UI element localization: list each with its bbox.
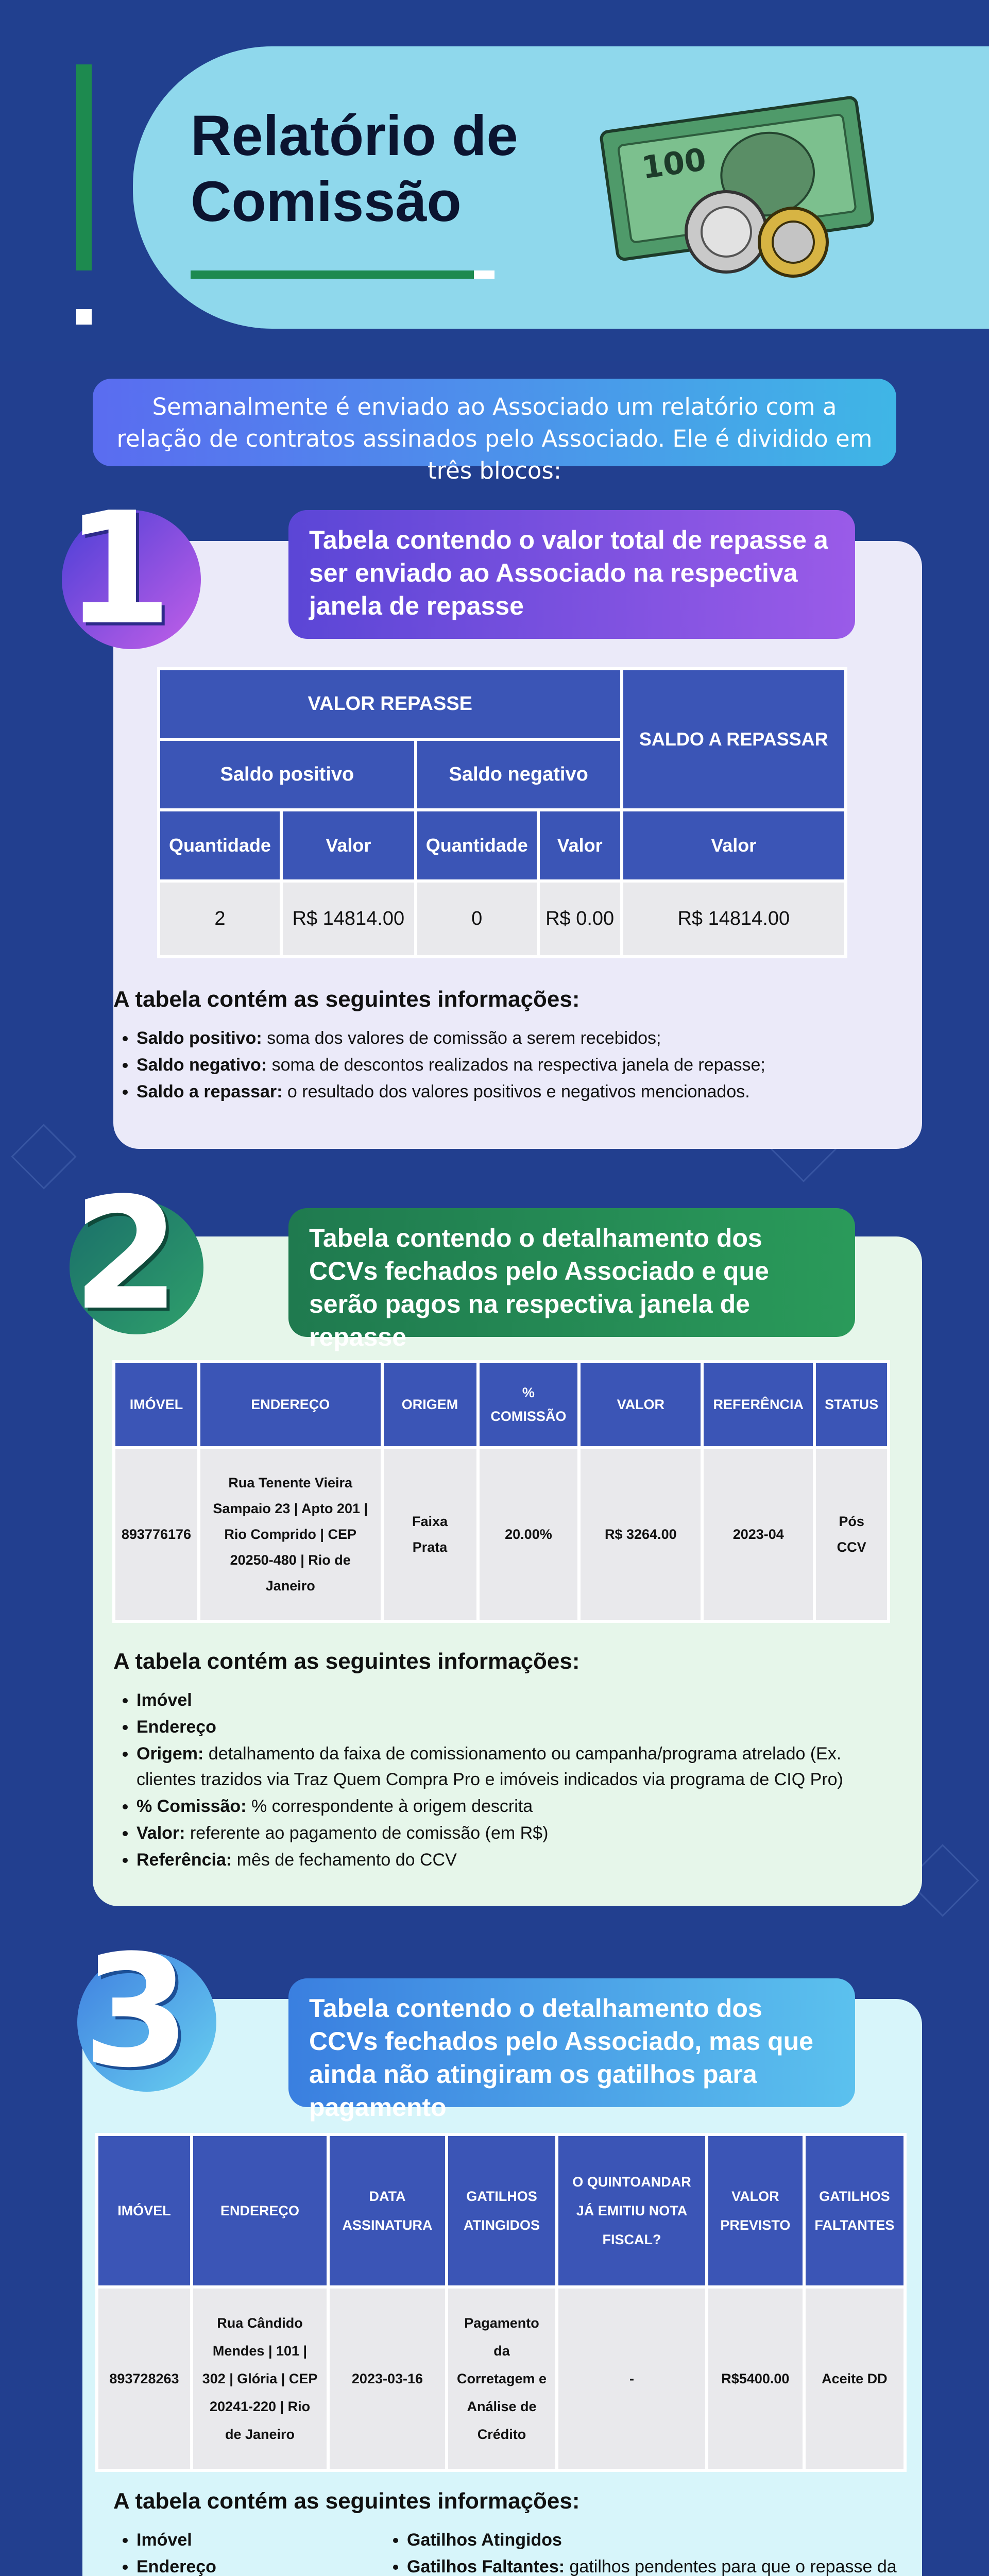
section-2-info-list	[116, 1687, 904, 1874]
table-header: ENDEREÇO	[200, 1363, 381, 1446]
table-cell: -	[558, 2289, 705, 2469]
list-item	[137, 1847, 904, 1873]
table-header: GATILHOS FALTANTES	[806, 2136, 903, 2285]
section-2-info-title: A tabela contém as seguintes informações:	[113, 1649, 580, 1674]
info-label: Gatilhos Faltantes:	[407, 2557, 565, 2576]
header-accent-bar	[76, 64, 92, 270]
table-header: IMÓVEL	[115, 1363, 197, 1446]
section-3-info-list-left	[116, 2527, 363, 2576]
section-3-heading: Tabela contendo o detalhamento dos CCVs fechados pelo Associado, mas que ainda não atingiram os gatilhos para pagamento	[288, 1978, 855, 2107]
table-header: ORIGEM	[384, 1363, 476, 1446]
banknote-value: 100	[639, 141, 709, 187]
info-label: Endereço	[137, 1717, 216, 1737]
info-label: % Comissão:	[137, 1797, 247, 1816]
table-header: ENDEREÇO	[193, 2136, 327, 2285]
info-label: Imóvel	[137, 1690, 192, 1710]
info-label: Endereço	[137, 2557, 216, 2576]
table-header: Valor	[540, 811, 620, 879]
table-header: REFERÊNCIA	[704, 1363, 813, 1446]
info-label: Gatilhos Atingidos	[407, 2530, 562, 2550]
section-2-heading: Tabela contendo o detalhamento dos CCVs fechados pelo Associado e que serão pagos na respectiva janela de repasse	[288, 1208, 855, 1337]
table-header: Valor	[623, 811, 844, 879]
table-header: Saldo negativo	[417, 741, 620, 808]
table-cell: 2	[160, 883, 280, 955]
table-header: Quantidade	[160, 811, 280, 879]
header-accent-dot	[76, 309, 92, 325]
table-header: % COMISSÃO	[480, 1363, 578, 1446]
list-item	[137, 1714, 904, 1740]
list-item	[137, 1687, 904, 1713]
money-illustration	[598, 93, 886, 278]
table-header: Saldo positivo	[160, 741, 414, 808]
info-text: detalhamento da faixa de comissionamento ou campanha/programa atrelado (Ex. clientes trazidos via Traz Quem Compra Pro e imóveis indicados via programa de CIQ Pro)	[137, 1744, 843, 1789]
info-text: soma dos valores de comissão a serem recebidos;	[262, 1028, 661, 1048]
info-label: Valor:	[137, 1823, 185, 1843]
table-cell: 2023-03-16	[330, 2289, 445, 2469]
info-label: Saldo positivo:	[137, 1028, 262, 1048]
info-label: Referência:	[137, 1850, 232, 1870]
title-underline-end	[474, 270, 494, 279]
section-1-info-list	[116, 1025, 899, 1106]
list-item	[407, 2527, 901, 2553]
info-text: gatilhos pendentes para que o repasse da	[569, 2557, 897, 2576]
info-label: Origem:	[137, 1744, 204, 1764]
section-3-info-title: A tabela contém as seguintes informações:	[113, 2488, 580, 2514]
list-item	[137, 2527, 363, 2553]
section-3-number: 3	[82, 1922, 191, 2102]
section-1-heading: Tabela contendo o valor total de repasse a ser enviado ao Associado na respectiva janela de repasse	[288, 510, 855, 639]
table-header: GATILHOS ATINGIDOS	[448, 2136, 555, 2285]
table-cell: Aceite DD	[806, 2289, 903, 2469]
list-item	[137, 2554, 363, 2576]
table-header: Valor	[283, 811, 414, 879]
info-text: % correspondente à origem descrita	[246, 1797, 533, 1816]
section-2-number: 2	[72, 1164, 180, 1344]
page-title	[191, 103, 518, 235]
table-cell: R$ 3264.00	[581, 1449, 701, 1620]
table-cell: R$ 14814.00	[283, 883, 414, 955]
list-item	[137, 1741, 904, 1792]
title-line-1: Relatório de	[191, 104, 518, 167]
section-3-info-list-right	[386, 2527, 901, 2576]
table-header: VALOR REPASSE	[160, 670, 620, 738]
info-text: soma de descontos realizados na respectiva janela de repasse;	[267, 1055, 765, 1075]
table-cell: 0	[417, 883, 537, 955]
info-text: referente ao pagamento de comissão (em R$)	[185, 1823, 549, 1843]
section-3-table	[95, 2133, 907, 2472]
info-text: o resultado dos valores positivos e negativos mencionados.	[282, 1082, 750, 1101]
table-header: Quantidade	[417, 811, 537, 879]
table-header: IMÓVEL	[98, 2136, 190, 2285]
list-item	[137, 1025, 899, 1051]
table-header: VALOR PREVISTO	[708, 2136, 803, 2285]
table-cell: Pagamento da Corretagem e Análise de Crédito	[448, 2289, 555, 2469]
list-item	[137, 1052, 899, 1078]
info-text: mês de fechamento do CCV	[232, 1850, 457, 1870]
table-cell: 893728263	[98, 2289, 190, 2469]
info-label: Saldo negativo:	[137, 1055, 267, 1075]
table-cell: 2023-04	[704, 1449, 813, 1620]
list-item	[137, 1820, 904, 1846]
table-cell: Pós CCV	[816, 1449, 887, 1620]
table-cell: Rua Cândido Mendes | 101 | 302 | Glória | CEP 20241-220 | Rio de Janeiro	[193, 2289, 327, 2469]
section-1-number: 1	[64, 479, 173, 659]
table-header: O QUINTOANDAR JÁ EMITIU NOTA FISCAL?	[558, 2136, 705, 2285]
info-label: Imóvel	[137, 2530, 192, 2550]
info-label: Saldo a repassar:	[137, 1082, 283, 1101]
title-line-2: Comissão	[191, 170, 462, 233]
table-header: SALDO A REPASSAR	[623, 670, 844, 808]
list-item	[407, 2554, 901, 2576]
section-1-table	[157, 667, 847, 958]
table-cell: Faixa Prata	[384, 1449, 476, 1620]
list-item	[137, 1793, 904, 1819]
table-cell: 20.00%	[480, 1449, 578, 1620]
section-1-info-title: A tabela contém as seguintes informações:	[113, 987, 580, 1012]
table-header: DATA ASSINATURA	[330, 2136, 445, 2285]
table-header: VALOR	[581, 1363, 701, 1446]
list-item	[137, 1079, 899, 1105]
table-cell: R$5400.00	[708, 2289, 803, 2469]
intro-banner: Semanalmente é enviado ao Associado um relatório com a relação de contratos assinados pelo Associado. Ele é dividido em três blocos:	[93, 379, 896, 466]
table-cell: R$ 14814.00	[623, 883, 844, 955]
table-cell: 893776176	[115, 1449, 197, 1620]
section-2-table	[112, 1360, 890, 1623]
title-underline	[191, 270, 479, 279]
table-cell: Rua Tenente Vieira Sampaio 23 | Apto 201 | Rio Comprido | CEP 20250-480 | Rio de Janeiro	[200, 1449, 381, 1620]
table-header: STATUS	[816, 1363, 887, 1446]
table-cell: R$ 0.00	[540, 883, 620, 955]
